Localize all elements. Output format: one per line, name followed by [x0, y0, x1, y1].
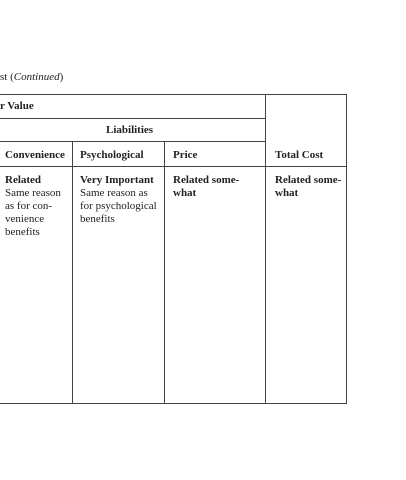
column-header-divider: [0, 166, 347, 167]
column-header-convenience: Convenience: [5, 149, 65, 161]
cell-price-rating: Related some- what: [173, 174, 240, 199]
column-header-price: Price: [173, 149, 198, 161]
cell-convenience: [5, 174, 61, 239]
cell-convenience-note: Same reason as for con- venience benefits: [5, 187, 61, 238]
subgroup-header-divider: [0, 141, 265, 142]
cell-psychological: [80, 174, 157, 226]
table-bottom-border: [0, 403, 347, 404]
column-divider-3: [265, 94, 266, 404]
caption-prefix: st (: [0, 71, 14, 83]
subgroup-header-liabilities: Liabilities: [106, 124, 154, 136]
column-divider-1: [72, 142, 73, 404]
caption-continued: Continued: [13, 71, 60, 83]
cell-total-cost: [275, 174, 341, 200]
cell-convenience-rating: Related: [5, 174, 42, 186]
column-header-total-cost: Total Cost: [275, 149, 324, 161]
column-header-psychological: Psychological: [80, 149, 144, 161]
cell-psychological-note: Same reason as for psychological benefits: [80, 187, 157, 225]
cell-price: [173, 174, 239, 200]
group-header: r Value: [0, 100, 34, 112]
column-divider-2: [164, 142, 165, 404]
cell-psychological-rating: Very Important: [80, 174, 154, 186]
table-top-border: [0, 94, 347, 95]
caption-suffix: ): [59, 71, 64, 83]
data-table: [0, 94, 347, 404]
cell-total-cost-rating: Related some- what: [275, 174, 342, 199]
table-caption: [0, 70, 63, 84]
group-header-divider: [0, 118, 265, 119]
table-right-border: [346, 94, 347, 404]
